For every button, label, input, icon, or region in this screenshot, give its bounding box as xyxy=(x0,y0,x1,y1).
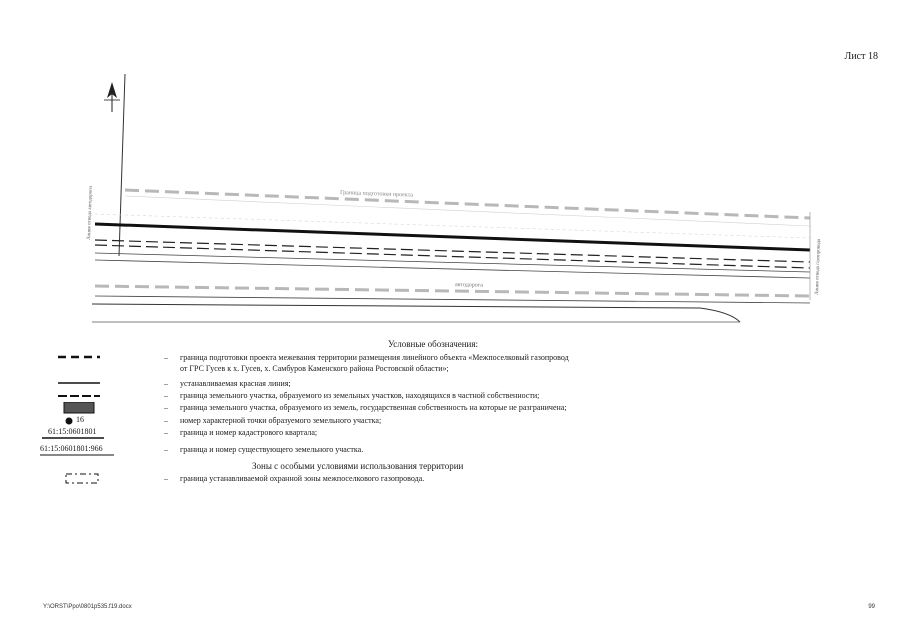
legend-symbol-private-parcel xyxy=(38,390,118,402)
legend-symbol-parcel xyxy=(38,453,120,465)
legend-item-red-line xyxy=(38,378,678,390)
footer-file-path: Y:\ORST\Ppo\0801p535.f19.docx xyxy=(43,604,132,610)
road-edge xyxy=(95,296,810,303)
legend-desc: граница земельного участка, образуемого из земельных участков, находящихся в частной собственности; xyxy=(180,391,540,400)
legend-item-project-boundary xyxy=(38,352,678,376)
parcel-boundary-dashed xyxy=(95,240,810,262)
project-boundary-bottom xyxy=(95,286,810,296)
road-edge xyxy=(92,304,700,308)
map-label-road: автодорога xyxy=(454,282,484,289)
project-boundary-top xyxy=(125,190,810,218)
legend-symbol-protection-zone xyxy=(38,473,118,485)
legend-parcel-label: 61:15:0601801:966 xyxy=(40,444,103,453)
legend-dash: – xyxy=(164,474,168,483)
page-number: 99 xyxy=(868,604,875,610)
legend-symbol-state-parcel xyxy=(38,402,118,414)
compass-icon xyxy=(104,82,120,112)
sheet-label: Лист 18 xyxy=(844,51,878,62)
red-line xyxy=(95,224,810,250)
legend-dash: – xyxy=(164,379,168,388)
map-label-left: Линия отвода автодороги xyxy=(87,185,94,241)
faint-line xyxy=(125,196,810,226)
legend-desc: граница земельного участка, образуемого из земель, государственная собственность на которые не разграничена; xyxy=(180,403,567,412)
legend-dash: – xyxy=(164,428,168,437)
legend-symbol-red-line xyxy=(38,378,118,390)
legend-item-protection-zone xyxy=(38,473,678,485)
faint-line xyxy=(95,214,810,238)
legend-item-existing-parcel xyxy=(38,444,678,456)
legend-dash: – xyxy=(164,403,168,412)
zones-title: Зоны с особыми условиями использования территории xyxy=(252,461,464,471)
legend-dash: – xyxy=(164,445,168,454)
legend-quarter-label: 61:15:0601801 xyxy=(48,427,97,436)
legend-desc: граница и номер существующего земельного участка. xyxy=(180,445,364,454)
legend-desc: граница подготовки проекта межевания территории размещения линейного объекта «Межпоселковый газопровод xyxy=(180,353,569,362)
parcel-boundary-dashed xyxy=(95,245,810,268)
legend-desc-cont: от ГРС Гусев к х. Гусев, х. Самбуров Каменского района Ростовской области»; xyxy=(180,364,449,373)
legend-item-private-parcel xyxy=(38,390,678,402)
legend-item-cadastral-quarter xyxy=(38,427,678,439)
legend-desc: граница устанавливаемой охранной зоны межпоселкового газопровода. xyxy=(180,474,425,483)
legend-item-point-number xyxy=(38,415,678,427)
legend-symbol-project-boundary xyxy=(38,352,118,364)
legend-item-state-parcel xyxy=(38,402,678,414)
legend-point-label: 16 xyxy=(76,415,84,424)
map-label-right: Линия отвода газопровода xyxy=(815,238,822,296)
legend-desc: устанавливаемая красная линия; xyxy=(180,379,291,388)
legend-desc: граница и номер кадастрового квартала; xyxy=(180,428,318,437)
map-label-top: Граница подготовки проекта xyxy=(339,190,414,199)
legend-title: Условные обозначения: xyxy=(388,339,479,349)
vertical-boundary-line xyxy=(119,74,125,256)
legend-dash: – xyxy=(164,391,168,400)
legend-dash: – xyxy=(164,416,168,425)
legend-dash: – xyxy=(164,353,168,362)
road-curve xyxy=(700,308,740,322)
legend-desc: номер характерной точки образуемого земельного участка; xyxy=(180,416,382,425)
